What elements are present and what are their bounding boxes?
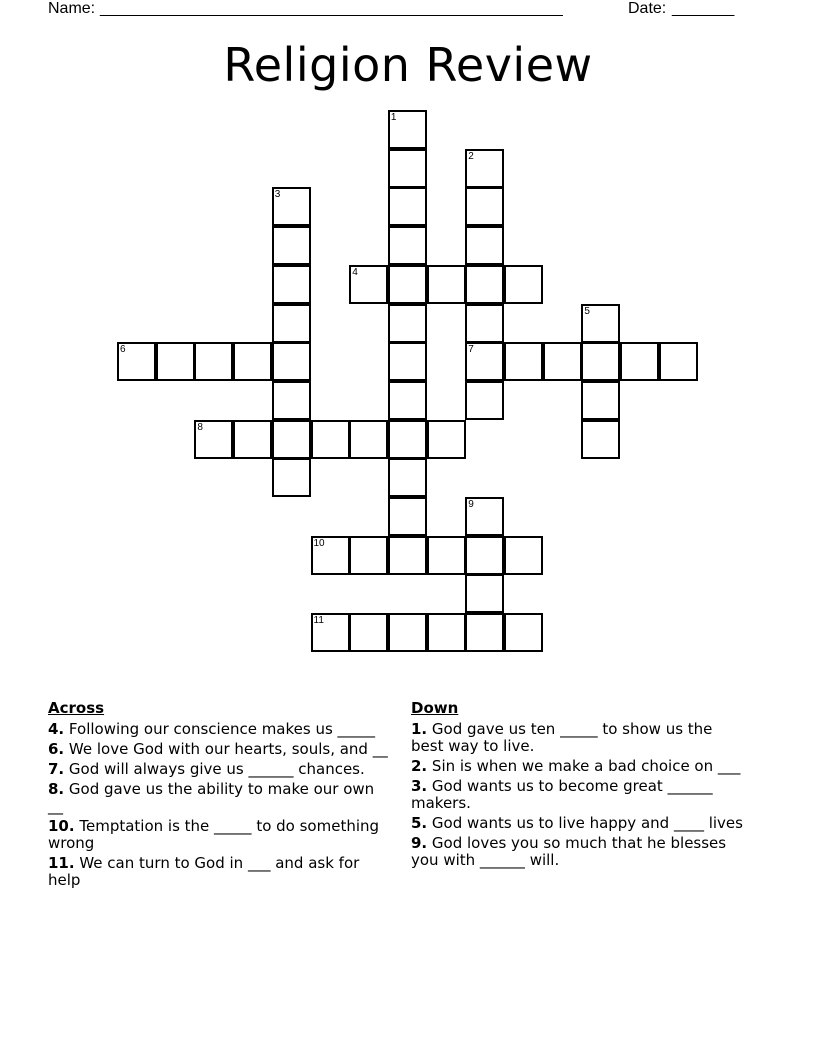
crossword-cell[interactable] [388, 381, 427, 420]
clue-across-8: 8. God gave us the ability to make our own __ [48, 780, 375, 815]
clue-across-7: 7. God will always give us ______ chances. [48, 760, 365, 778]
crossword-cell[interactable] [388, 304, 427, 343]
crossword-cell[interactable] [659, 342, 698, 381]
crossword-cell[interactable] [272, 381, 311, 420]
name-line[interactable]: ____________________________________________________ [100, 0, 563, 17]
clue-number: 10 [313, 537, 325, 549]
crossword-cell[interactable] [427, 265, 466, 304]
crossword-cell[interactable] [311, 420, 350, 459]
crossword-cell[interactable] [465, 613, 504, 652]
crossword-cell[interactable] [465, 149, 504, 188]
crossword-cell[interactable] [349, 420, 388, 459]
crossword-cell[interactable] [465, 381, 504, 420]
clue-number: 4 [352, 266, 358, 278]
crossword-cell[interactable] [504, 536, 543, 575]
clue-number: 2 [468, 150, 474, 162]
clue-number: 6 [120, 344, 126, 356]
crossword-cell[interactable] [427, 420, 466, 459]
crossword-cell[interactable] [465, 497, 504, 536]
clue-across-10: 10. Temptation is the _____ to do something wrong [48, 817, 380, 852]
clue-number: 11 [313, 615, 324, 627]
crossword-cell[interactable] [272, 226, 311, 265]
crossword-cell[interactable] [349, 265, 388, 304]
crossword-cell[interactable] [465, 536, 504, 575]
crossword-cell[interactable] [388, 342, 427, 381]
clue-across-11: 11. We can turn to God in ___ and ask for help [48, 854, 360, 889]
across-heading: Across [48, 699, 105, 717]
clue-number: 8 [197, 421, 203, 433]
crossword-cell[interactable] [543, 342, 582, 381]
clue-number: 1 [390, 112, 397, 123]
across-clues [48, 700, 393, 892]
crossword-cell[interactable] [272, 342, 311, 381]
clue-number: 5 [584, 305, 590, 317]
crossword-cell[interactable] [504, 613, 543, 652]
page-title: Religion Review [223, 38, 593, 92]
crossword-cell[interactable] [581, 420, 620, 459]
clue-down-2: 2. Sin is when we make a bad choice on ___ [411, 757, 741, 775]
crossword-cell[interactable] [311, 536, 350, 575]
crossword-cell[interactable] [465, 574, 504, 613]
clue-down-1: 1. God gave us ten _____ to show us the best way to live. [411, 720, 713, 755]
date-label: Date: [628, 0, 667, 17]
down-heading: Down [411, 699, 459, 717]
crossword-cell[interactable] [504, 265, 543, 304]
crossword-cell[interactable] [388, 458, 427, 497]
crossword-cell[interactable] [388, 149, 427, 188]
crossword-cell[interactable] [465, 187, 504, 226]
clue-across-6: 6. We love God with our hearts, souls, and __ [48, 740, 388, 758]
crossword-cell[interactable] [272, 187, 311, 226]
date-line[interactable]: _______ [672, 0, 735, 17]
crossword-cell[interactable] [349, 536, 388, 575]
clue-down-5: 5. God wants us to live happy and ____ lives [411, 814, 743, 832]
crossword-cell[interactable] [427, 613, 466, 652]
crossword-cell[interactable] [272, 458, 311, 497]
down-clues [411, 700, 746, 872]
name-label: Name: [48, 0, 96, 17]
crossword-cell[interactable] [388, 187, 427, 226]
crossword-cell[interactable] [388, 265, 427, 304]
crossword-cell[interactable] [620, 342, 659, 381]
crossword-cell[interactable] [581, 381, 620, 420]
crossword-cell[interactable] [504, 342, 543, 381]
clue-number: 9 [468, 499, 474, 510]
clue-across-4: 4. Following our conscience makes us _____ [48, 720, 376, 738]
crossword-cell[interactable] [156, 342, 195, 381]
crossword-cell[interactable] [194, 342, 233, 381]
clue-down-3: 3. God wants us to become great ______ makers. [411, 777, 713, 812]
crossword-cell[interactable] [388, 226, 427, 265]
crossword-cell[interactable] [388, 536, 427, 575]
crossword-cell[interactable] [581, 342, 620, 381]
crossword-cell[interactable] [465, 265, 504, 304]
crossword-cell[interactable] [388, 420, 427, 459]
crossword-cell[interactable] [465, 226, 504, 265]
crossword-cell[interactable] [233, 420, 272, 459]
crossword-cell[interactable] [272, 304, 311, 343]
crossword-cell[interactable] [465, 342, 504, 381]
clue-number: 7 [468, 344, 474, 356]
clue-number: 3 [274, 189, 281, 201]
crossword-cell[interactable] [272, 420, 311, 459]
crossword-cell[interactable] [311, 613, 350, 652]
crossword-cell[interactable] [117, 342, 156, 381]
crossword-cell[interactable] [388, 613, 427, 652]
crossword-cell[interactable] [194, 420, 233, 459]
crossword-cell[interactable] [272, 265, 311, 304]
crossword-cell[interactable] [427, 536, 466, 575]
crossword-cell[interactable] [388, 110, 427, 149]
crossword-cell[interactable] [349, 613, 388, 652]
clue-down-9: 9. God loves you so much that he blesses you with ______ will. [411, 834, 727, 869]
crossword-cell[interactable] [581, 304, 620, 343]
crossword-cell[interactable] [233, 342, 272, 381]
crossword-cell[interactable] [465, 304, 504, 343]
crossword-cell[interactable] [388, 497, 427, 536]
